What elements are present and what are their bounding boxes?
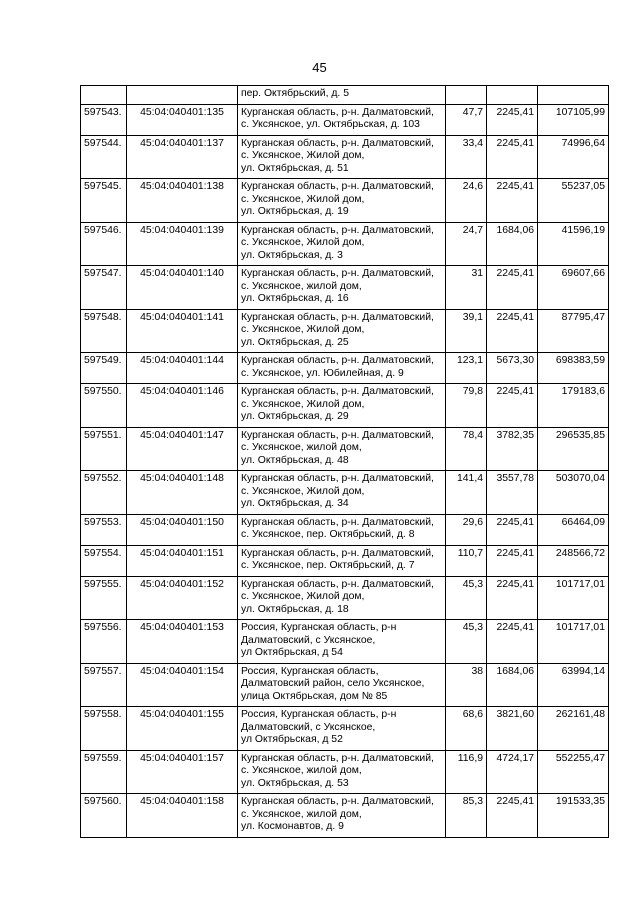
- cadastral-value-cell: 63994,14: [538, 663, 609, 707]
- unit-price-cell: 2245,41: [487, 514, 538, 545]
- cadastral-number-cell: [127, 86, 238, 105]
- cadastral-value-cell: 552255,47: [538, 750, 609, 794]
- address-line: Курганская область, р-н. Далматовский,: [241, 796, 434, 807]
- cadastral-value-cell: 66464,09: [538, 514, 609, 545]
- table-row: [81, 384, 609, 428]
- address-line: Курганская область, р-н. Далматовский,: [241, 268, 434, 279]
- cadastral-number-cell: 45:04:040401:158: [127, 794, 238, 838]
- row-number-cell: 597549.: [81, 353, 127, 384]
- table-row: [81, 309, 609, 353]
- cadastral-number-cell: 45:04:040401:147: [127, 427, 238, 471]
- cadastral-number-cell: 45:04:040401:153: [127, 620, 238, 664]
- area-cell: [446, 86, 487, 105]
- cadastral-value-cell: 248566,72: [538, 545, 609, 576]
- table-row: [81, 104, 609, 135]
- cadastral-number-cell: 45:04:040401:154: [127, 663, 238, 707]
- cadastral-value-cell: 55237,05: [538, 179, 609, 223]
- row-number-cell: 597559.: [81, 750, 127, 794]
- address-line: Курганская область, р-н. Далматовский,: [241, 311, 434, 323]
- cadastral-number-cell: 45:04:040401:146: [127, 384, 238, 428]
- address-line: ул. Октябрьская, д. 34: [241, 498, 349, 509]
- address-line: ул. Октябрьская, д. 48: [241, 454, 349, 466]
- unit-price-cell: 3557,78: [487, 471, 538, 515]
- area-cell: 38: [446, 663, 487, 707]
- area-cell: 33,4: [446, 135, 487, 179]
- address-line: Курганская область, р-н. Далматовский,: [241, 547, 434, 559]
- page-number: 45: [312, 60, 327, 75]
- cadastral-value-cell: 74996,64: [538, 135, 609, 179]
- cadastral-value-cell: 296535,85: [538, 427, 609, 471]
- row-number-cell: 597547.: [81, 266, 127, 310]
- table-row: [81, 576, 609, 620]
- row-number-cell: 597551.: [81, 427, 127, 471]
- address-line: Курганская область, р-н. Далматовский,: [241, 106, 434, 118]
- area-cell: 39,1: [446, 309, 487, 353]
- address-line: ул. Космонавтов, д. 9: [241, 821, 344, 832]
- address-line: Россия, Курганская область, р-н: [241, 709, 397, 720]
- cadastral-number-cell: 45:04:040401:135: [127, 104, 238, 135]
- cadastral-number-cell: 45:04:040401:138: [127, 179, 238, 223]
- cadastral-value-cell: 87795,47: [538, 309, 609, 353]
- table-row: [81, 707, 609, 751]
- unit-price-cell: 2245,41: [487, 620, 538, 664]
- address-cell: [238, 750, 446, 794]
- cadastral-number-cell: 45:04:040401:151: [127, 545, 238, 576]
- area-cell: 45,3: [446, 620, 487, 664]
- address-cell: [238, 576, 446, 620]
- address-line: улица Октябрьская, дом № 85: [241, 690, 388, 702]
- address-cell: [238, 794, 446, 838]
- address-line: с. Уксянское, Жилой дом,: [241, 237, 365, 248]
- cadastral-number-cell: 45:04:040401:152: [127, 576, 238, 620]
- unit-price-cell: 3782,35: [487, 427, 538, 471]
- area-cell: 79,8: [446, 384, 487, 428]
- cadastral-number-cell: 45:04:040401:148: [127, 471, 238, 515]
- address-line: Россия, Курганская область,: [241, 665, 379, 677]
- address-line: ул. Октябрьская, д. 3: [241, 249, 343, 261]
- address-line: ул Октябрьская, д 54: [241, 647, 343, 658]
- row-number-cell: 597553.: [81, 514, 127, 545]
- address-cell: [238, 222, 446, 266]
- address-line: Курганская область, р-н. Далматовский,: [241, 578, 434, 590]
- unit-price-cell: [487, 86, 538, 105]
- row-number-cell: 597550.: [81, 384, 127, 428]
- table-row: [81, 135, 609, 179]
- cadastral-number-cell: 45:04:040401:144: [127, 353, 238, 384]
- row-number-cell: 597546.: [81, 222, 127, 266]
- cadastral-value-cell: 101717,01: [538, 620, 609, 664]
- cadastral-value-cell: 179183,6: [538, 384, 609, 428]
- unit-price-cell: 2245,41: [487, 576, 538, 620]
- row-number-cell: 597558.: [81, 707, 127, 751]
- address-line: с. Уксянское, пер. Октябрьский, д. 8: [241, 529, 415, 540]
- address-line: с. Уксянское, ул. Юбилейная, д. 9: [241, 367, 404, 379]
- cadastral-value-cell: 191533,35: [538, 794, 609, 838]
- address-line: Далматовский район, село Уксянское,: [241, 678, 425, 689]
- cadastral-number-cell: 45:04:040401:141: [127, 309, 238, 353]
- address-line: Курганская область, р-н. Далматовский,: [241, 355, 434, 366]
- cadastral-value-cell: 698383,59: [538, 353, 609, 384]
- cadastral-number-cell: 45:04:040401:137: [127, 135, 238, 179]
- address-line: Курганская область, р-н. Далматовский,: [241, 224, 434, 236]
- area-cell: 78,4: [446, 427, 487, 471]
- row-number-cell: 597557.: [81, 663, 127, 707]
- address-line: с. Уксянское, пер. Октябрьский, д. 7: [241, 560, 415, 571]
- area-cell: 123,1: [446, 353, 487, 384]
- address-cell: [238, 179, 446, 223]
- cadastral-number-cell: 45:04:040401:157: [127, 750, 238, 794]
- address-cell: [238, 545, 446, 576]
- table-body: [81, 86, 609, 838]
- area-cell: 45,3: [446, 576, 487, 620]
- row-number-cell: 597548.: [81, 309, 127, 353]
- table-row: [81, 620, 609, 664]
- address-cell: [238, 384, 446, 428]
- cadastral-value-cell: 101717,01: [538, 576, 609, 620]
- area-cell: 110,7: [446, 545, 487, 576]
- cadastral-number-cell: 45:04:040401:139: [127, 222, 238, 266]
- address-line: Курганская область, р-н. Далматовский,: [241, 386, 434, 397]
- area-cell: 24,7: [446, 222, 487, 266]
- unit-price-cell: 2245,41: [487, 266, 538, 310]
- address-cell: [238, 707, 446, 751]
- table-row: [81, 266, 609, 310]
- address-cell: [238, 86, 446, 105]
- cadastral-value-cell: 69607,66: [538, 266, 609, 310]
- row-number-cell: 597554.: [81, 545, 127, 576]
- row-number-cell: 597545.: [81, 179, 127, 223]
- cadastral-value-cell: 503070,04: [538, 471, 609, 515]
- address-line: ул. Октябрьская, д. 29: [241, 411, 349, 422]
- address-cell: [238, 104, 446, 135]
- row-number-cell: 597544.: [81, 135, 127, 179]
- address-cell: [238, 309, 446, 353]
- unit-price-cell: 2245,41: [487, 135, 538, 179]
- table-row: [81, 471, 609, 515]
- row-number-cell: [81, 86, 127, 105]
- table-row: [81, 427, 609, 471]
- address-line: с. Уксянское, жилой дом,: [241, 442, 362, 453]
- table-row: [81, 794, 609, 838]
- unit-price-cell: 5673,30: [487, 353, 538, 384]
- address-line: с. Уксянское, Жилой дом,: [241, 398, 365, 410]
- cadastral-number-cell: 45:04:040401:150: [127, 514, 238, 545]
- cadastral-value-cell: 107105,99: [538, 104, 609, 135]
- address-line: с. Уксянское, ул. Октябрьская, д. 103: [241, 119, 420, 130]
- address-cell: [238, 427, 446, 471]
- address-line: Курганская область, р-н. Далматовский,: [241, 516, 434, 528]
- address-line: с. Уксянское, Жилой дом,: [241, 591, 365, 602]
- cadastral-value-cell: [538, 86, 609, 105]
- address-line: ул. Октябрьская, д. 25: [241, 336, 349, 348]
- address-line: с. Уксянское, жилой дом,: [241, 765, 362, 776]
- table-row: [81, 514, 609, 545]
- row-number-cell: 597543.: [81, 104, 127, 135]
- cadastral-value-cell: 262161,48: [538, 707, 609, 751]
- area-cell: 116,9: [446, 750, 487, 794]
- address-cell: [238, 514, 446, 545]
- address-cell: [238, 620, 446, 664]
- table-row: [81, 545, 609, 576]
- area-cell: 85,3: [446, 794, 487, 838]
- address-line: с. Уксянское, жилой дом,: [241, 808, 362, 820]
- unit-price-cell: 1684,06: [487, 663, 538, 707]
- area-cell: 141,4: [446, 471, 487, 515]
- address-cell: [238, 353, 446, 384]
- address-line: Россия, Курганская область, р-н: [241, 622, 397, 633]
- address-line: Курганская область, р-н. Далматовский,: [241, 181, 434, 192]
- table-row: [81, 750, 609, 794]
- area-cell: 31: [446, 266, 487, 310]
- unit-price-cell: 2245,41: [487, 104, 538, 135]
- table-row: [81, 222, 609, 266]
- address-line: Далматовский, с Уксянское,: [241, 721, 376, 733]
- continuation-row: [81, 86, 609, 105]
- cadastral-number-cell: 45:04:040401:155: [127, 707, 238, 751]
- unit-price-cell: 2245,41: [487, 179, 538, 223]
- address-line: ул. Октябрьская, д. 19: [241, 206, 349, 217]
- address-cell: [238, 663, 446, 707]
- address-line: с. Уксянское, Жилой дом,: [241, 193, 365, 205]
- address-line: Курганская область, р-н. Далматовский,: [241, 429, 434, 441]
- cadastral-number-cell: 45:04:040401:140: [127, 266, 238, 310]
- cadastral-value-cell: 41596,19: [538, 222, 609, 266]
- address-line: ул. Октябрьская, д. 18: [241, 603, 349, 615]
- area-cell: 24,6: [446, 179, 487, 223]
- address-cell: [238, 471, 446, 515]
- address-line: ул Октябрьская, д 52: [241, 734, 343, 745]
- row-number-cell: 597560.: [81, 794, 127, 838]
- unit-price-cell: 2245,41: [487, 545, 538, 576]
- address-line: Курганская область, р-н. Далматовский,: [241, 137, 434, 149]
- table-row: [81, 353, 609, 384]
- row-number-cell: 597552.: [81, 471, 127, 515]
- address-line: ул. Октябрьская, д. 53: [241, 777, 349, 789]
- table-row: [81, 663, 609, 707]
- unit-price-cell: 2245,41: [487, 794, 538, 838]
- address-line: с. Уксянское, Жилой дом,: [241, 150, 365, 161]
- address-line: Далматовский, с Уксянское,: [241, 634, 376, 646]
- address-cell: [238, 135, 446, 179]
- unit-price-cell: 1684,06: [487, 222, 538, 266]
- area-cell: 68,6: [446, 707, 487, 751]
- address-line: ул. Октябрьская, д. 51: [241, 162, 349, 174]
- address-line: Курганская область, р-н. Далматовский,: [241, 752, 434, 764]
- unit-price-cell: 2245,41: [487, 309, 538, 353]
- unit-price-cell: 4724,17: [487, 750, 538, 794]
- table-row: [81, 179, 609, 223]
- address-line: с. Уксянское, жилой дом,: [241, 280, 362, 292]
- address-cell: [238, 266, 446, 310]
- address-line: ул. Октябрьская, д. 16: [241, 293, 349, 304]
- area-cell: 29,6: [446, 514, 487, 545]
- address-line: с. Уксянское, Жилой дом,: [241, 324, 365, 335]
- unit-price-cell: 3821,60: [487, 707, 538, 751]
- row-number-cell: 597555.: [81, 576, 127, 620]
- area-cell: 47,7: [446, 104, 487, 135]
- address-line: с. Уксянское, Жилой дом,: [241, 485, 365, 497]
- address-line: пер. Октябрьский, д. 5: [241, 88, 349, 99]
- unit-price-cell: 2245,41: [487, 384, 538, 428]
- property-registry-table: [80, 85, 609, 838]
- address-line: Курганская область, р-н. Далматовский,: [241, 473, 434, 484]
- row-number-cell: 597556.: [81, 620, 127, 664]
